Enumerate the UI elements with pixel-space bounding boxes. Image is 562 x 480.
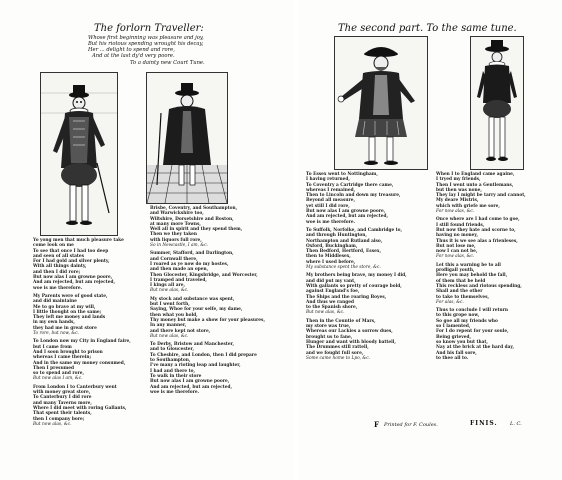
left-subtitle-4: And at the last dy'd very poore.	[92, 53, 175, 59]
verse-line: Saying, Whoe for your selfe, my dame,	[150, 307, 243, 313]
verse-line: From London I to Canterbury went	[33, 384, 117, 390]
stanza	[306, 273, 407, 315]
left-title: The forlorn Traveller:	[94, 23, 204, 34]
verse-line: When I to England came againe,	[436, 172, 515, 177]
verse-line: Summer, Stafford, and Darlington,	[150, 251, 234, 257]
verse-line: I tryed my friends,	[436, 177, 481, 183]
verse-line: woe is me therefore.	[33, 285, 83, 291]
verse-line: I still found friends,	[436, 222, 485, 228]
verse-line: I had and there to,	[150, 368, 196, 374]
verse-line: and then made an open,	[150, 267, 209, 273]
verse-line: and seen of all states	[33, 253, 84, 259]
verse-line: Beyond all measure,	[306, 198, 355, 204]
verse-line: Then to Lincoln and down my treasure,	[306, 193, 401, 199]
verse-line: And I soon brought to prison	[33, 349, 103, 355]
verse-line: woe is me therefore.	[306, 219, 356, 225]
verse-line: To Coventry a Cartridge there came,	[306, 182, 394, 188]
verse-line: My stock and substance was spent,	[150, 296, 235, 302]
verse-line: Brisbe, Coventry, and Southampton,	[150, 206, 238, 211]
verse-line: My deare Mistris,	[436, 198, 479, 204]
woodcut-traveller	[146, 72, 228, 204]
verse-line: where I used before,	[306, 259, 356, 265]
right-title: The second part. To the same tune.	[338, 23, 517, 34]
verse-line: I roared as ye now do my hostes,	[150, 261, 229, 267]
verse-line: But now alas I am growne poore,	[33, 275, 113, 281]
woodcut-standing-man	[470, 36, 524, 170]
verse-refrain: But now alas, &c.	[33, 421, 72, 427]
verse-refrain: To rore, but now, &c.	[33, 331, 79, 337]
folio-mark: L. C.	[510, 421, 522, 427]
stanza	[436, 172, 526, 214]
verse-line: They left me money and lands	[33, 315, 106, 321]
verse-line: now I can not be,	[436, 249, 478, 255]
verse-refrain: For now alas, &c.	[436, 254, 475, 260]
left-subtitle-1: Whose first beginning was pleasure and joy,	[88, 35, 204, 41]
verse-line: Oxford, Buckingham,	[306, 243, 358, 249]
verse-line: I've many a rioting leap and laughter,	[150, 363, 241, 369]
verse-line: in my own hands,	[33, 320, 75, 326]
verse-line: with liquors full rore,	[150, 237, 202, 243]
verse-line: and did maintaine	[33, 299, 77, 305]
verse-line: but I went forth,	[150, 302, 190, 308]
printer-imprint: Printed for F. Coules.	[384, 422, 438, 428]
verse-line: and many Taverns more,	[33, 400, 92, 406]
verse-line: To Essex went to Nottingham,	[306, 172, 378, 177]
verse-line: yet still I did rore,	[306, 203, 350, 209]
verse-line: they had me in great store	[33, 325, 97, 331]
verse-line: Thy money but make a show for your pleasures,	[150, 317, 265, 323]
stanza	[33, 238, 131, 291]
verse-line: Well all in spirit and they spend them,	[150, 227, 243, 233]
left-subtitle-3: Her ... delight to spend and rore,	[88, 47, 175, 53]
verse-line: Then Glocester, Kingsbridge, and Worcester,	[150, 272, 258, 278]
verse-line: Northampton and Rutland also,	[306, 238, 383, 244]
verse-line: and to Gloucester,	[150, 347, 194, 353]
left-subtitle-tune: To a dainty new Court Tune.	[130, 60, 205, 66]
verse-line: so to spend and rore,	[33, 371, 84, 377]
finis-mark: FINIS.	[470, 420, 498, 427]
verse-line: to take to themselves,	[436, 294, 489, 300]
verse-line: profligall youth,	[436, 268, 475, 274]
stanza	[33, 385, 131, 427]
stanza	[436, 263, 526, 305]
verse-line: With all things dainty,	[33, 264, 87, 270]
stanza	[436, 308, 526, 361]
verse-line: The Drummes still rattell,	[306, 345, 369, 351]
verse-line: And am rejected, but am rejected,	[33, 280, 115, 286]
verse-line: Wiltshire, Dorsetshire and Boston,	[150, 216, 234, 222]
verse-line: Then I went unto a Gentlemans,	[436, 182, 514, 188]
verse-line: So goe all my friends who	[436, 318, 498, 324]
verse-line: and there kept not store,	[150, 328, 211, 334]
verse-line: woe is me therefore.	[150, 389, 200, 395]
verse-line: My brothers being brave, my money I did,	[306, 273, 407, 279]
verse-line: Thus to conclude I will return	[436, 308, 509, 314]
stanza	[33, 339, 131, 381]
verse-line: then what you hold,	[150, 312, 198, 318]
verse-refrain: For alas, &c.	[436, 299, 464, 305]
verse-refrain: My substance spent the store, &c.	[306, 265, 381, 271]
verse-line: to the Spanish shore,	[306, 305, 358, 311]
left-subtitle-2: But his riotous spending wrought his decay,	[88, 41, 204, 47]
verse-refrain: But now alas, &c.	[150, 333, 189, 339]
verse-line: Yo yong men that much pleasure take	[33, 238, 124, 243]
verse-line: And am rejected, but am rejected,	[150, 384, 232, 390]
verse-line: but I came from	[33, 344, 72, 350]
verse-line: then to Middlesex,	[306, 254, 351, 260]
verse-line: Then in the Countie of Mars,	[306, 318, 376, 324]
verse-line: I kings all are,	[150, 283, 185, 289]
verse-line: to thee all to.	[436, 355, 469, 361]
right-verse-column-2	[436, 172, 526, 364]
verse-line: To London now my City in England faire,	[33, 339, 131, 345]
verse-line: The Ships and the roaring Boyes,	[306, 294, 387, 300]
verse-line: To Canterbury I did rore	[33, 395, 92, 401]
verse-line: so know you but that,	[436, 339, 488, 345]
verse-line: and Warwickshire too,	[150, 211, 204, 217]
verse-line: I tramped and traveled,	[150, 277, 207, 283]
verse-line: whereas I remained,	[306, 187, 356, 193]
verse-line: But now alas I am growne poore,	[306, 209, 386, 215]
verse-line: But now they hate and scorne to,	[436, 227, 516, 233]
woodcut-gallant	[40, 72, 118, 236]
verse-line: To Suffolk, Norfolke, and Cambridge to,	[306, 227, 403, 233]
verse-line: For I do repent for your soule,	[436, 329, 509, 335]
verse-line: Here you may behold the fall,	[436, 273, 508, 279]
verse-line: They lay I might be tarry and cannot,	[436, 193, 526, 199]
verse-line: Hunger and want with bloody battell,	[306, 339, 396, 345]
verse-line: to Southampton,	[150, 358, 191, 364]
verse-line: at many more Towns,	[150, 221, 201, 227]
verse-line: but then was none,	[436, 187, 482, 193]
left-verse-column-1	[33, 238, 131, 430]
verse-line: And am rejected, but am rejected,	[306, 214, 388, 220]
verse-line: my store was true,	[306, 324, 351, 330]
verse-line: and through Huntington,	[306, 233, 367, 239]
verse-line: and then I did rore;	[33, 269, 81, 275]
verse-line: of them that be held	[436, 278, 486, 284]
verse-line: to this grope now,	[436, 313, 480, 319]
verse-line: Once where are I had come to goe,	[436, 217, 520, 223]
verse-line: with money great store,	[33, 390, 91, 396]
verse-line: having no money,	[436, 233, 478, 239]
stanza	[306, 172, 407, 225]
verse-line: To Cheshire, and London, then I did prepare	[150, 352, 257, 358]
verse-line: against England's foe,	[306, 289, 360, 295]
verse-refrain: But now alas I am, &c.	[33, 376, 83, 382]
verse-line: Whereas our Lackies a sorrow dues,	[306, 329, 393, 335]
verse-refrain: So in Newcastle, I am, &c.	[150, 243, 208, 249]
verse-line: Let this a warning be to all	[436, 262, 501, 268]
verse-line: and did put my vant,	[306, 278, 356, 284]
stanza	[306, 228, 407, 270]
verse-line: To Derby, Bristow and Manchester,	[150, 342, 234, 348]
verse-line: That spent their talents,	[33, 411, 92, 417]
verse-line: My Parents were of good state,	[33, 293, 108, 299]
stanza	[150, 251, 265, 293]
verse-line: To walk in their store	[150, 373, 202, 379]
verse-line: I little thought on the same;	[33, 309, 102, 315]
verse-line: come look on me	[33, 243, 74, 249]
woodcut-seated-man	[334, 36, 428, 170]
verse-line: Where I did meet with roring Gallants,	[33, 405, 127, 411]
verse-line: Then we they taken	[150, 232, 198, 238]
folio-letter: F	[374, 420, 379, 429]
verse-refrain: But now alas, &c.	[306, 310, 345, 316]
verse-line: Being grieved,	[436, 334, 471, 340]
stanza	[33, 294, 131, 336]
verse-line: But now alas I am growne poore,	[150, 379, 230, 385]
verse-line: then I company bore;	[33, 416, 85, 422]
verse-refrain: For now alas, &c.	[436, 209, 475, 215]
verse-line: In any manner,	[150, 323, 187, 329]
verse-line: For I had gold and silver plenty,	[33, 259, 110, 265]
verse-line: Me to go brave at my will,	[33, 304, 96, 310]
verse-line: I having returned,	[306, 177, 350, 183]
stanza	[150, 297, 265, 339]
verse-line: Then I presumed	[33, 365, 75, 371]
verse-line: brought us to fane,	[306, 334, 353, 340]
right-verse-column-1	[306, 172, 407, 364]
verse-line: And in the same my money consumed,	[33, 360, 126, 366]
verse-line: Then Bedford, Hertford, Essex,	[306, 249, 381, 255]
stanza	[306, 319, 407, 361]
stanza	[150, 342, 265, 395]
verse-line: This reckless and riotous spending,	[436, 283, 522, 289]
verse-line: Thus it is we see alas a frienleses,	[436, 238, 518, 244]
verse-refrain: Some came home to Lpo, &c.	[306, 355, 371, 361]
page-gutter	[293, 0, 299, 480]
stanza	[150, 206, 265, 248]
verse-line: Nay at the brick at the hard day,	[436, 345, 514, 351]
left-verse-column-2	[150, 206, 265, 398]
stanza	[436, 217, 526, 259]
verse-line: and Cornwall there,	[150, 256, 198, 262]
verse-line: With gallants so pretty of courage bold,	[306, 283, 402, 289]
verse-refrain: But now alas, &c.	[150, 288, 189, 294]
verse-line: which with griefe me sore,	[436, 203, 500, 209]
verse-line: And his fall sore,	[436, 350, 477, 356]
verse-line: And thus we ranged	[306, 299, 354, 305]
verse-line: Shall and the other	[436, 289, 483, 295]
verse-line: and we fought full sore,	[306, 350, 364, 356]
verse-line: To see that once I had too deep	[33, 248, 109, 254]
verse-line: so I lamented,	[436, 324, 471, 330]
verse-line: whereas I came therein;	[33, 355, 92, 361]
verse-line: But not lose me,	[436, 243, 476, 249]
